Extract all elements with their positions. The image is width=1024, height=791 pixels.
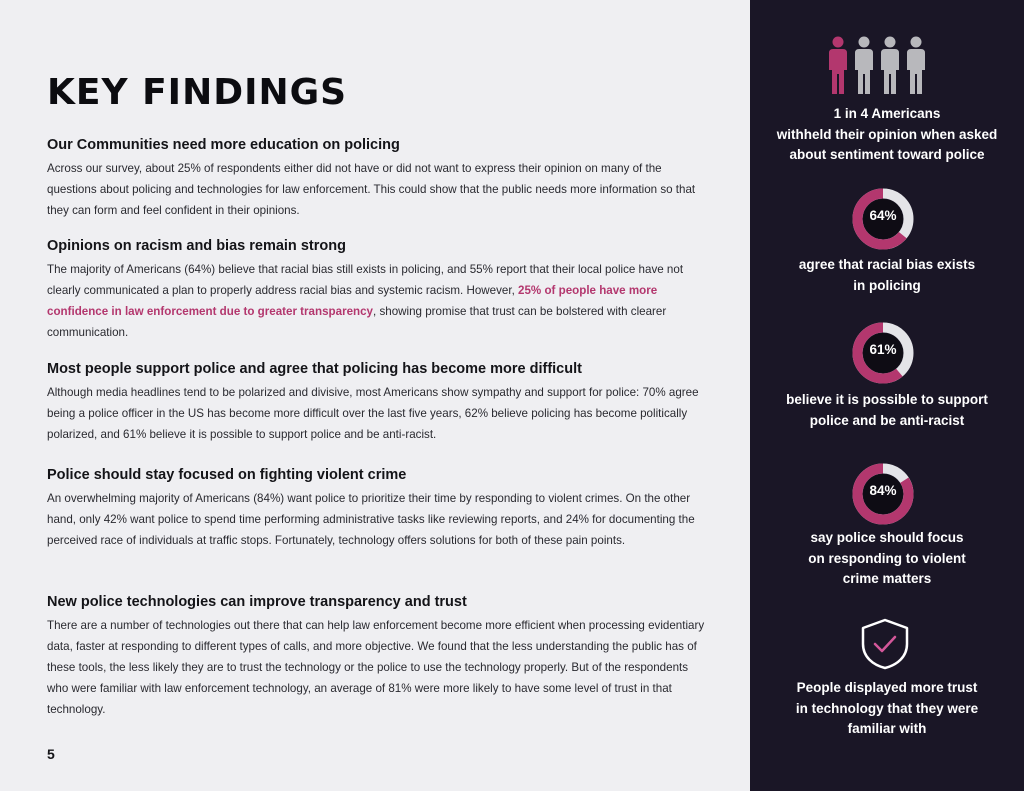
body-text: , showing promise that trust can be bolstered with clearer communication. xyxy=(47,305,667,339)
section-education xyxy=(47,137,712,221)
stat-line: on responding to violent xyxy=(808,550,966,566)
section-heading: New police technologies can improve transparency and trust xyxy=(47,594,467,610)
stat-line: believe it is possible to support xyxy=(786,392,988,407)
section-racism-bias xyxy=(47,238,712,343)
section-violent-crime xyxy=(47,467,712,551)
donut-value-label: 84% xyxy=(869,483,897,498)
people-icon xyxy=(826,36,930,96)
section-technologies xyxy=(47,594,712,720)
page-title: KEY FINDINGS xyxy=(47,72,348,113)
section-body: Across our survey, about 25% of respondents either did not have or did not want to express their opinion on many of the questions about policing and technologies for law enforcement. This could show that the public needs more information so that they can form and feel confident in their opinions. xyxy=(47,162,696,217)
stat-line: People displayed more trust xyxy=(796,680,978,695)
trust-stat-text xyxy=(750,678,1024,740)
section-heading: Opinions on racism and bias remain strong xyxy=(47,238,346,254)
highlighted-text: 25% of people have more confidence in law enforcement due to greater transparency xyxy=(47,284,658,318)
people-stat-text xyxy=(750,104,1024,166)
donut-value-label: 61% xyxy=(869,342,897,357)
person-figure xyxy=(855,37,873,95)
page-number: 5 xyxy=(47,746,55,762)
stat-line: in policing xyxy=(853,277,921,293)
stat-line: crime matters xyxy=(842,571,932,586)
section-heading: Police should stay focused on fighting violent crime xyxy=(47,467,407,483)
section-heading: Our Communities need more education on policing xyxy=(47,137,400,153)
stat-line: agree that racial bias exists xyxy=(798,257,976,272)
stat-line: police and be anti-racist xyxy=(809,412,965,428)
violent-crime-stat-text xyxy=(750,528,1024,590)
section-body: Although media headlines tend to be polarized and divisive, most Americans show sympathy and support for police: 70% agree being a police officer in the US has become more difficult over the last five years, 62% believe policing has become politically polarized, and 61% believe it is possible to support police and be anti-racist. xyxy=(47,386,699,441)
stat-line: about sentiment toward police xyxy=(789,147,985,162)
stat-line: withheld their opinion when asked xyxy=(776,126,998,142)
body-text: The majority of Americans (64%) believe that racial bias still exists in policing, and 55% report that their local police have not clearly communicated a plan to properly address racial bias and systemic racism. However, xyxy=(47,263,684,297)
stat-line: 1 in 4 Americans xyxy=(833,106,941,121)
person-figure xyxy=(907,37,925,95)
section-police-support xyxy=(47,361,712,445)
donut-value-label: 64% xyxy=(869,208,897,223)
stat-line: in technology that they were xyxy=(795,700,979,716)
section-body: An overwhelming majority of Americans (84%) want police to prioritize their time by responding to violent crimes. On the other hand, only 42% want police to spend time performing administrative tasks like reviewing reports, and 24% for documenting the perceived race of individuals at traffic stops. Fortunately, technology offers solutions for both of these pain points. xyxy=(47,492,695,547)
stat-line: familiar with xyxy=(847,721,927,736)
anti-racist-stat-text xyxy=(750,390,1024,431)
person-figure xyxy=(881,37,899,95)
racial-bias-stat-text xyxy=(750,255,1024,296)
section-body xyxy=(47,259,712,343)
stat-line: say police should focus xyxy=(810,530,964,545)
shield-check-icon xyxy=(860,618,910,670)
section-body: There are a number of technologies out there that can help law enforcement become more efficient when processing evidentiary data, faster at responding to different types of calls, and more objective. We found that the less understanding the public has of these tools, the less likely they are to trust the technology or the police to use the technology properly. But of the respondents who were familiar with law enforcement technology, an average of 81% were more likely to have some level of trust in that technology. xyxy=(47,619,705,716)
person-figure xyxy=(829,37,847,95)
section-heading: Most people support police and agree that policing has become more difficult xyxy=(47,361,582,377)
